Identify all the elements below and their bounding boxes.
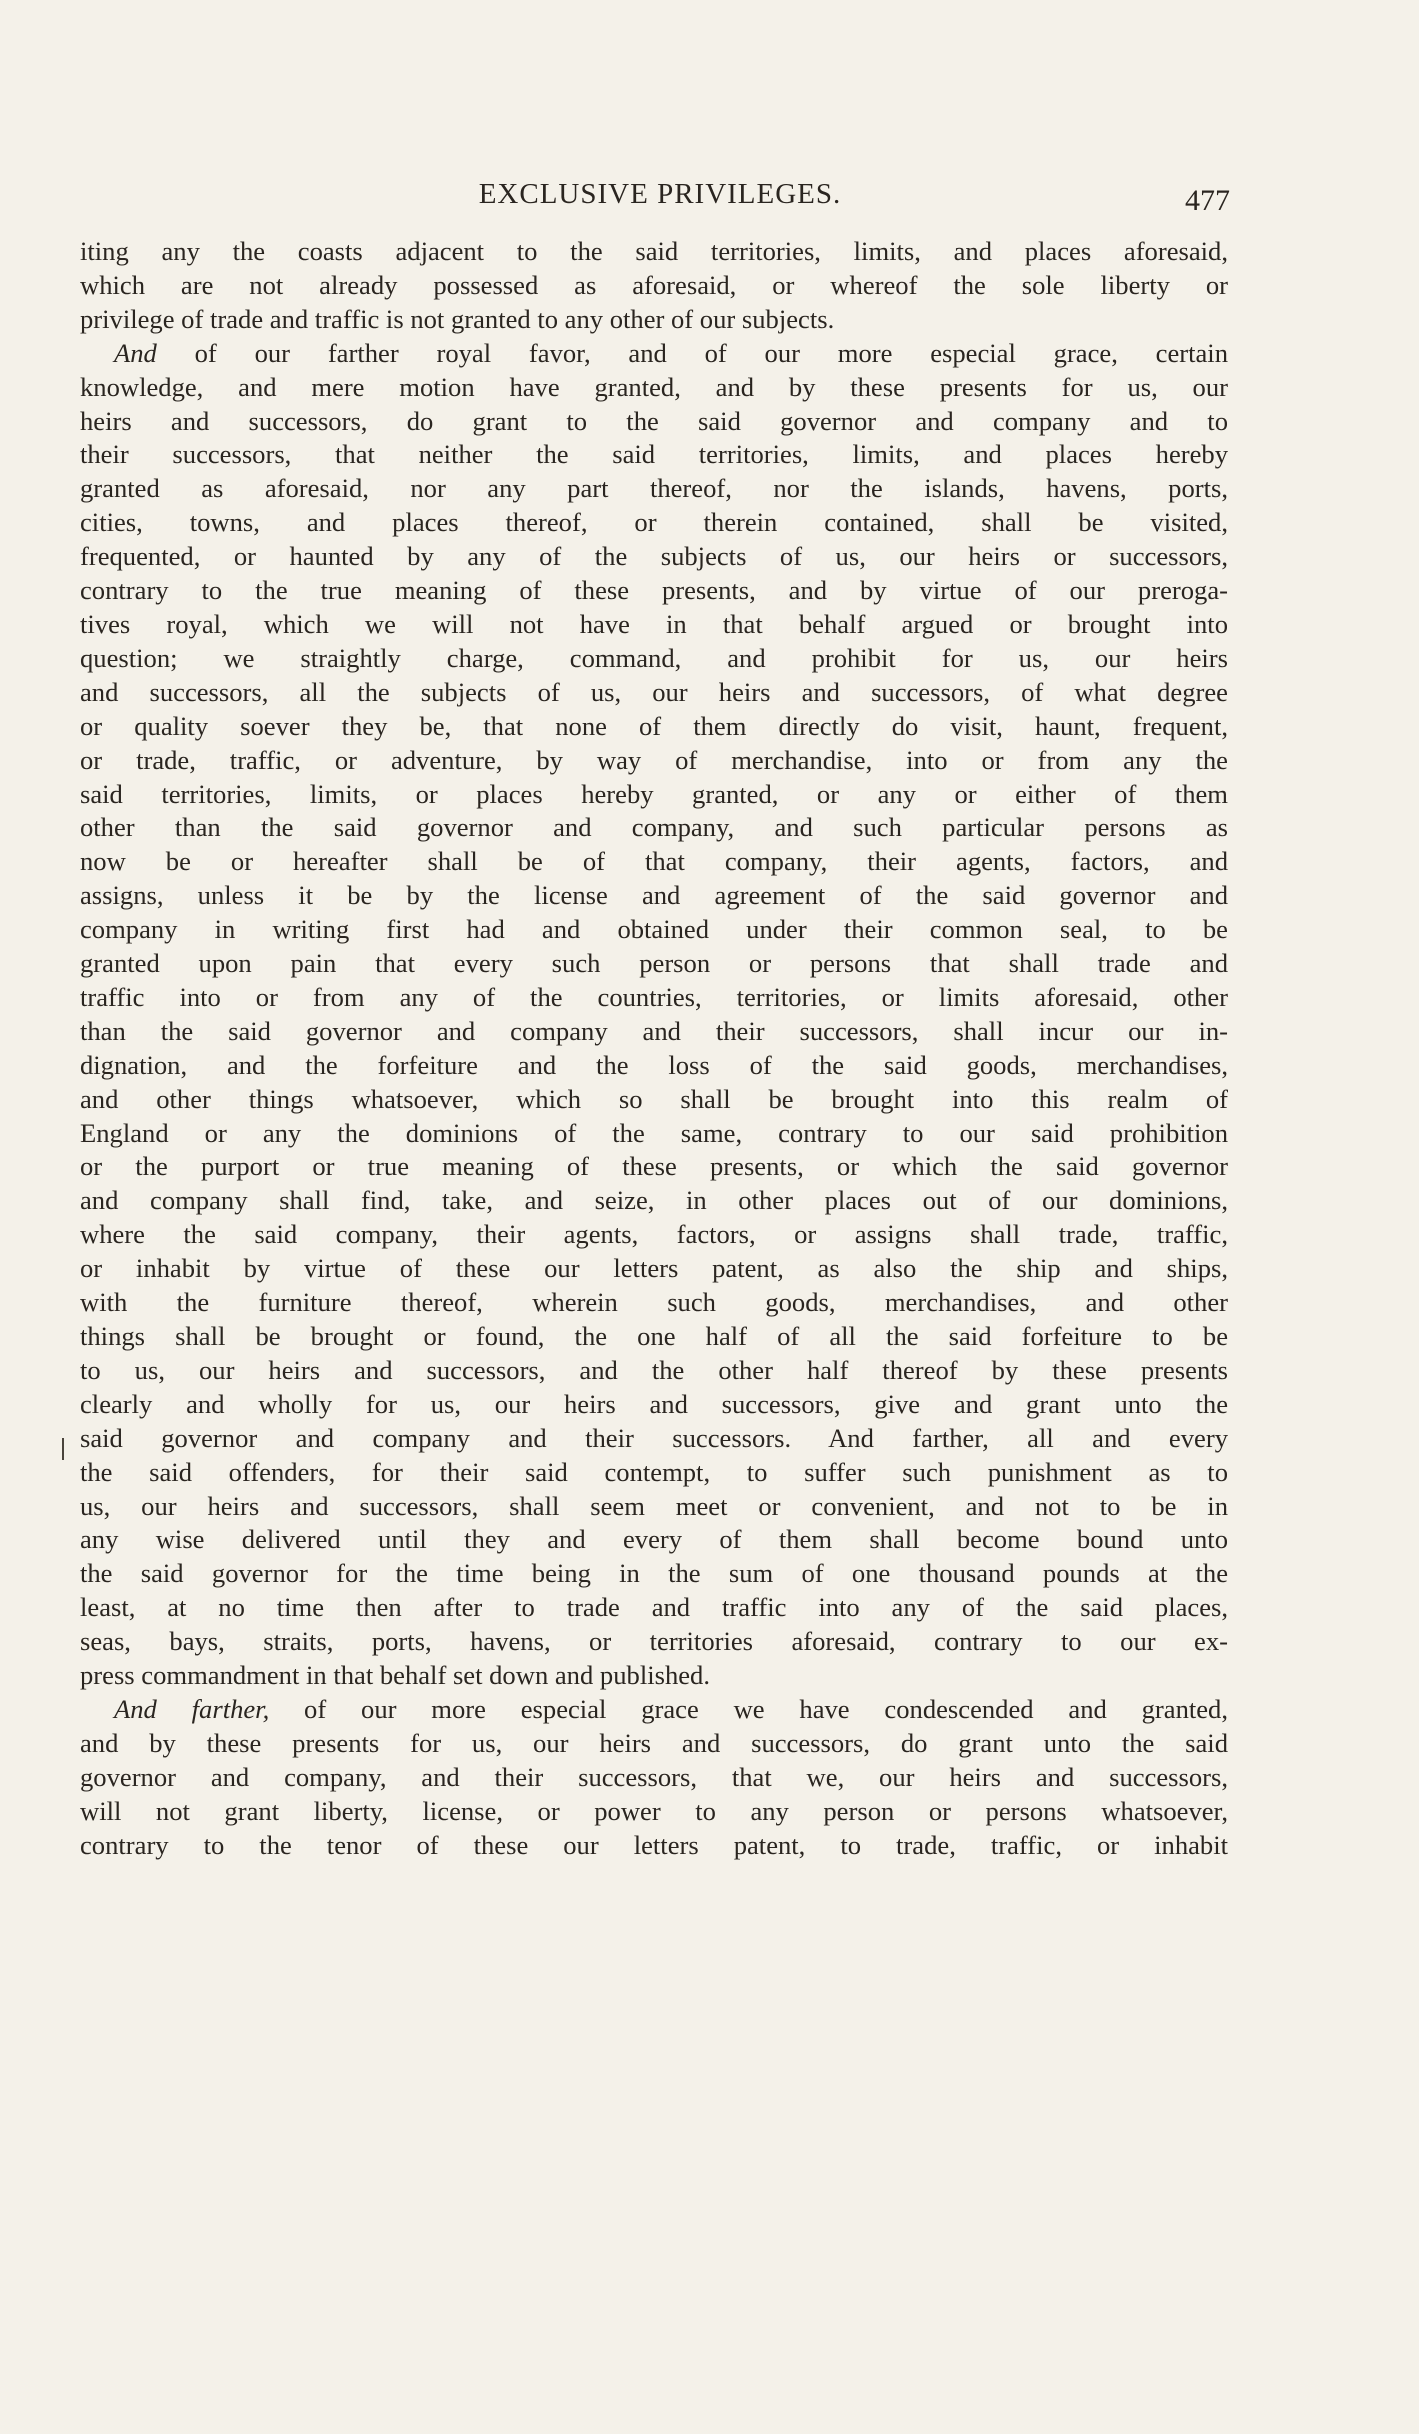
margin-mark [62, 1438, 64, 1460]
text-line: granted upon pain that every such person or persons that shall trade and [80, 948, 1228, 979]
text-line: than the said governor and company and their successors, shall incur our in- [80, 1015, 1228, 1046]
paragraph-royal-favor [80, 337, 1228, 1693]
text-line: assigns, unless it be by the license and agreement of the said governor and [80, 880, 1228, 911]
text-line: least, at no time then after to trade and traffic into any of the said places, [80, 1592, 1228, 1623]
text-line: dignation, and the forfeiture and the loss of the said goods, merchandises, [80, 1049, 1228, 1080]
text-line: heirs and successors, do grant to the said governor and company and to [80, 405, 1228, 436]
text-line: privilege of trade and traffic is not granted to any other of our subjects. [80, 303, 835, 334]
italic-lead: And farther, [114, 1693, 270, 1724]
page-header [90, 178, 1230, 222]
text-line: knowledge, and mere motion have granted, and by these presents for us, our [80, 371, 1228, 402]
paragraph-continuation [80, 235, 1228, 337]
text-line: traffic into or from any of the countries, territories, or limits aforesaid, other [80, 981, 1228, 1012]
text-line-rest: of our farther royal favor, and of our more especial grace, certain [156, 337, 1228, 368]
text-line: tives royal, which we will not have in that behalf argued or brought into [80, 608, 1228, 639]
body-text [80, 235, 1228, 1863]
text-line: the said offenders, for their said contempt, to suffer such punishment as to [80, 1456, 1228, 1487]
text-line: will not grant liberty, license, or power to any person or persons whatsoever, [80, 1795, 1228, 1826]
text-line: and company shall find, take, and seize, in other places out of our dominions, [80, 1185, 1228, 1216]
text-line: things shall be brought or found, the one half of all the said forfeiture to be [80, 1321, 1228, 1351]
text-line: seas, bays, straits, ports, havens, or territories aforesaid, contrary to our ex- [80, 1626, 1228, 1657]
text-line: other than the said governor and company, and such particular persons as [80, 812, 1228, 843]
text-line: contrary to the tenor of these our letters patent, to trade, traffic, or inhabit [80, 1829, 1228, 1860]
text-line: or the purport or true meaning of these presents, or which the said governor [80, 1151, 1228, 1182]
paragraph-and-farther [80, 1693, 1228, 1863]
text-line: the said governor for the time being in the sum of one thousand pounds at the [80, 1558, 1228, 1589]
text-line: or inhabit by virtue of these our letters patent, as also the ship and ships, [80, 1253, 1228, 1284]
running-title: EXCLUSIVE PRIVILEGES. [478, 178, 842, 210]
text-line-first [80, 337, 1228, 371]
text-line: and other things whatsoever, which so shall be brought into this realm of [80, 1083, 1228, 1114]
text-line: which are not already possessed as aforesaid, or whereof the sole liberty or [80, 269, 1228, 300]
page-number: 477 [1185, 184, 1230, 217]
text-line: press commandment in that behalf set down and published. [80, 1660, 710, 1691]
text-line: iting any the coasts adjacent to the said territories, limits, and places aforesaid, [80, 236, 1228, 266]
text-line: us, our heirs and successors, shall seem meet or convenient, and not to be in [80, 1490, 1228, 1521]
text-line: governor and company, and their successors, that we, our heirs and successors, [80, 1761, 1228, 1792]
text-line: England or any the dominions of the same, contrary to our said prohibition [80, 1117, 1228, 1148]
text-line: company in writing first had and obtained under their common seal, to be [80, 914, 1228, 945]
text-line: or trade, traffic, or adventure, by way of merchandise, into or from any the [80, 744, 1228, 775]
text-line: granted as aforesaid, nor any part thereof, nor the islands, havens, ports, [80, 473, 1228, 504]
text-line: their successors, that neither the said territories, limits, and places hereby [80, 439, 1228, 470]
text-line: or quality soever they be, that none of them directly do visit, haunt, frequent, [80, 710, 1228, 741]
text-line: frequented, or haunted by any of the subjects of us, our heirs or successors, [80, 541, 1228, 572]
text-line: clearly and wholly for us, our heirs and successors, give and grant unto the [80, 1388, 1228, 1419]
text-line: now be or hereafter shall be of that company, their agents, factors, and [80, 846, 1228, 877]
text-line-rest: of our more especial grace we have condescended and granted, [269, 1693, 1229, 1724]
text-line: contrary to the true meaning of these presents, and by virtue of our preroga- [80, 575, 1228, 606]
text-line: any wise delivered until they and every of them shall become bound unto [80, 1524, 1228, 1555]
text-line: and by these presents for us, our heirs and successors, do grant unto the said [80, 1727, 1228, 1758]
text-line: to us, our heirs and successors, and the other half thereof by these presents [80, 1354, 1228, 1385]
italic-lead: And [114, 337, 157, 368]
text-line: cities, towns, and places thereof, or therein contained, shall be visited, [80, 507, 1228, 538]
text-line: where the said company, their agents, factors, or assigns shall trade, traffic, [80, 1219, 1228, 1250]
text-line: said territories, limits, or places hereby granted, or any or either of them [80, 778, 1228, 809]
text-line: said governor and company and their successors. And farther, all and every [80, 1422, 1228, 1453]
text-line: question; we straightly charge, command, and prohibit for us, our heirs [80, 642, 1228, 673]
text-line: with the furniture thereof, wherein such goods, merchandises, and other [80, 1287, 1228, 1318]
text-line-first [80, 1693, 1228, 1727]
text-line: and successors, all the subjects of us, our heirs and successors, of what degree [80, 676, 1228, 707]
